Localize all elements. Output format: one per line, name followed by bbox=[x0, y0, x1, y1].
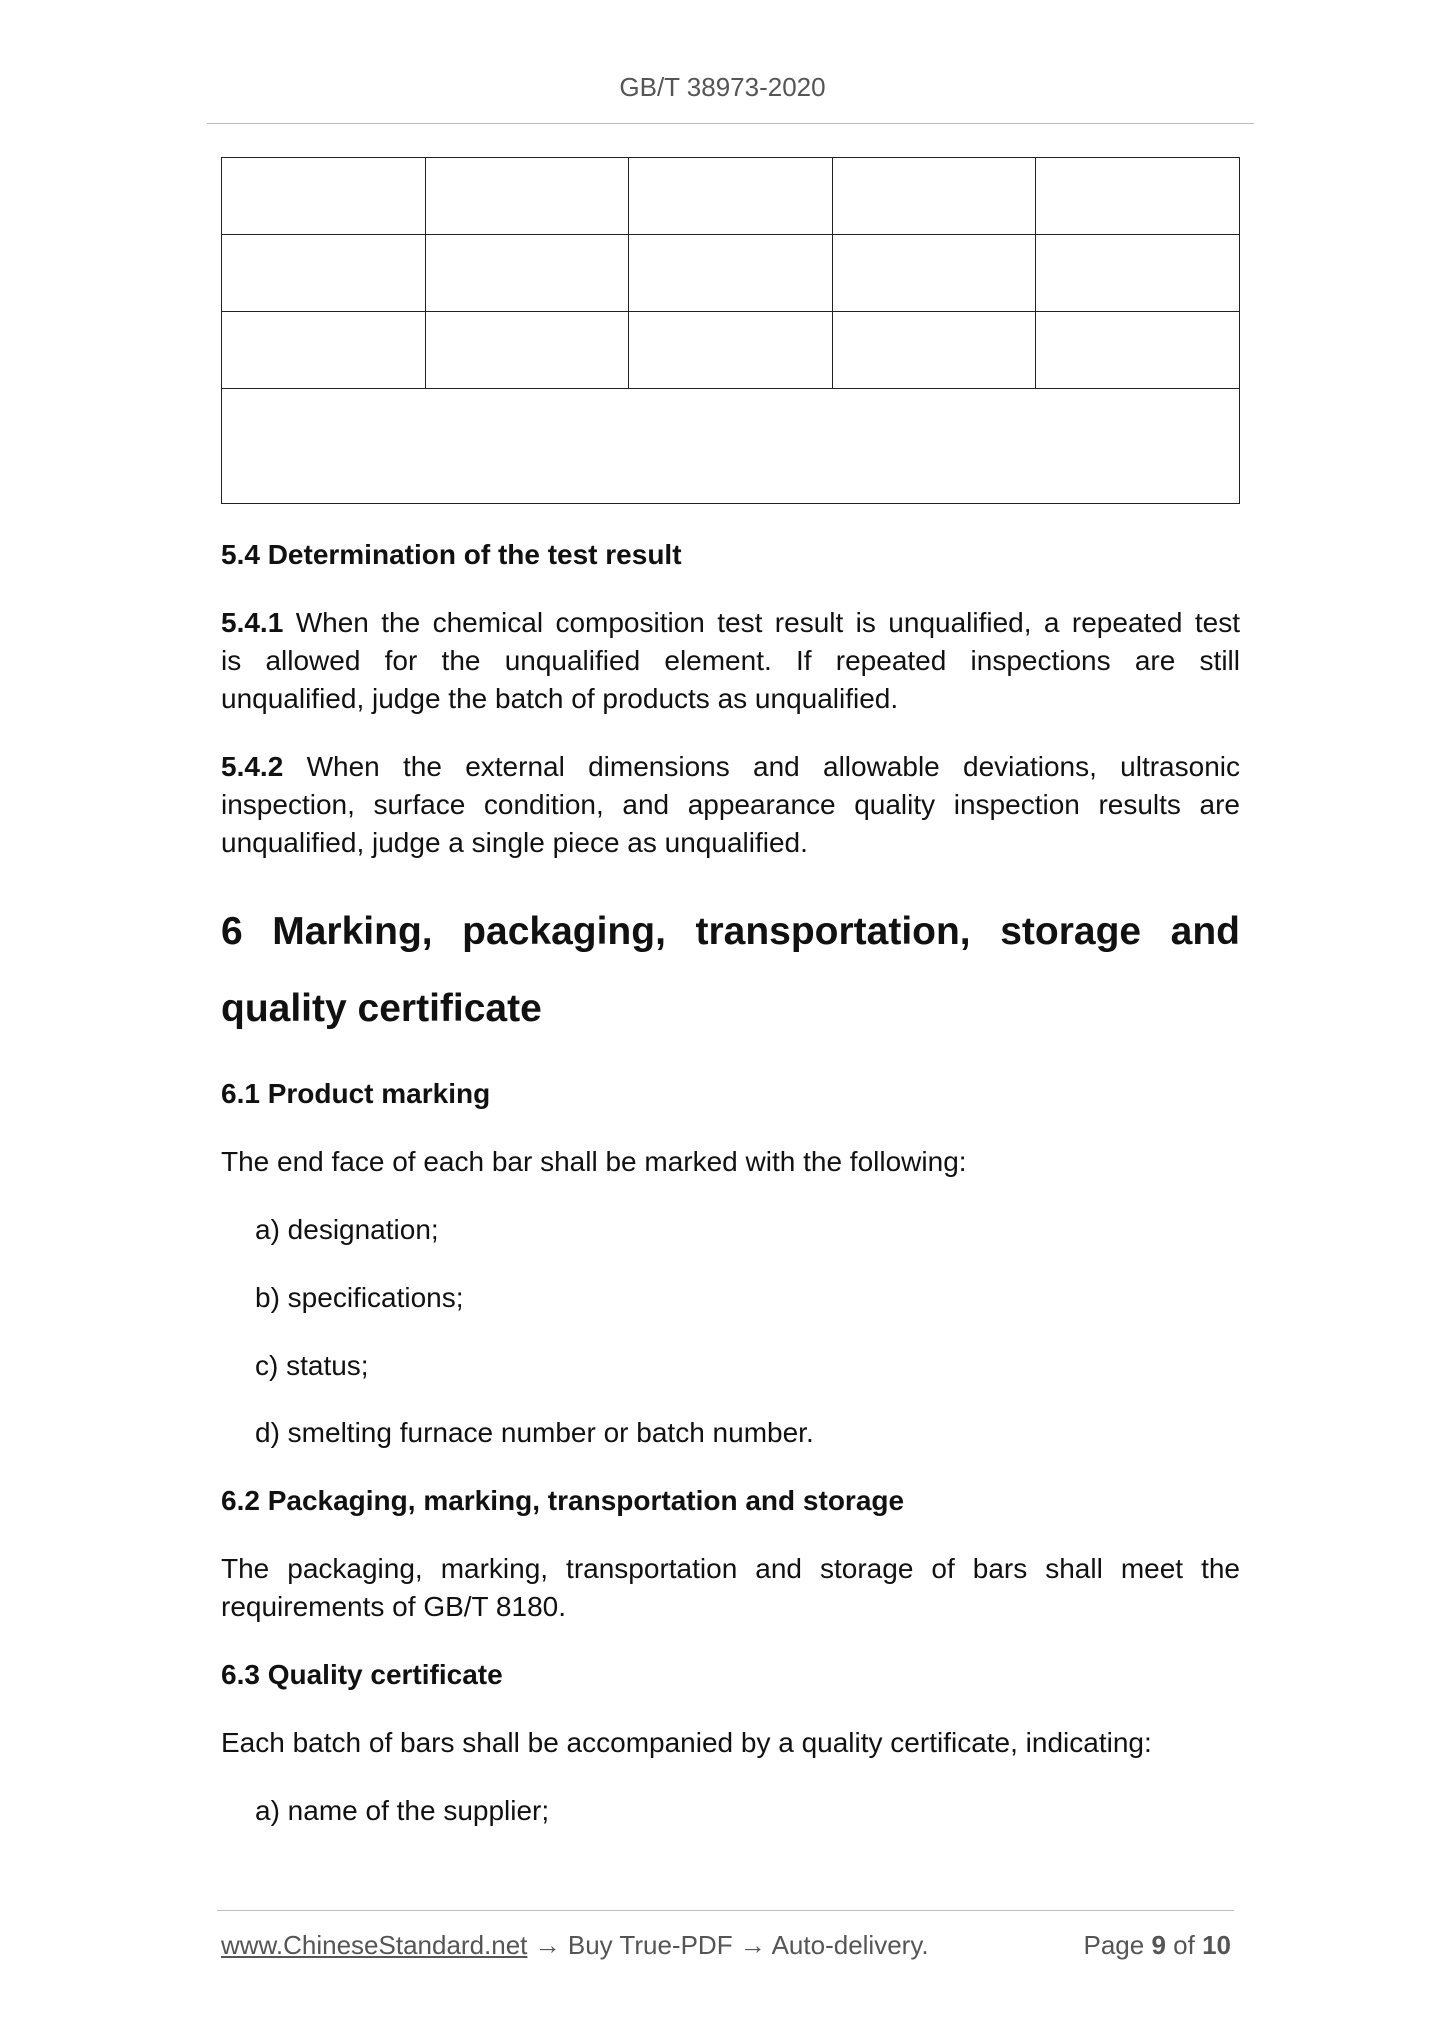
table-merged-cell bbox=[222, 389, 1240, 504]
section-6-heading bbox=[221, 893, 1240, 1047]
header-divider bbox=[207, 123, 1254, 124]
paragraph-line bbox=[221, 748, 1240, 786]
footer-tagline: → Buy True-PDF → Auto-delivery. bbox=[534, 1930, 929, 1960]
heading-line: 6 Marking, packaging, transportation, storage and bbox=[221, 910, 1240, 953]
heading-line: quality certificate bbox=[221, 987, 542, 1030]
section-6-3-intro: Each batch of bars shall be accompanied by a quality certificate, indicating: bbox=[221, 1727, 1152, 1758]
paragraph-line: requirements of GB/T 8180. bbox=[221, 1591, 566, 1622]
list-item: a) designation; bbox=[255, 1214, 439, 1245]
table-cell bbox=[425, 158, 629, 235]
section-6-3-heading: 6.3 Quality certificate bbox=[221, 1659, 503, 1690]
table-row bbox=[222, 389, 1240, 504]
section-6-1-intro: The end face of each bar shall be marked with the following: bbox=[221, 1146, 967, 1177]
page-indicator bbox=[1083, 1930, 1231, 1961]
table-cell bbox=[222, 312, 426, 389]
table-cell bbox=[425, 312, 629, 389]
paragraph-line: unqualified, judge a single piece as unqualified. bbox=[221, 827, 808, 858]
footer bbox=[221, 1930, 1231, 1961]
table-row bbox=[222, 158, 1240, 235]
paragraph-5-4-2 bbox=[221, 748, 1240, 862]
page-label: Page bbox=[1083, 1930, 1145, 1960]
website-link[interactable]: www.ChineseStandard.net bbox=[221, 1930, 528, 1960]
table-cell bbox=[629, 158, 833, 235]
table-cell bbox=[1036, 158, 1240, 235]
table-cell bbox=[1036, 235, 1240, 312]
paragraph-line: unqualified, judge the batch of products as unqualified. bbox=[221, 683, 899, 714]
paragraph-line: inspection, surface condition, and appearance quality inspection results are bbox=[221, 789, 1240, 820]
paragraph-5-4-1 bbox=[221, 604, 1240, 718]
list-item: d) smelting furnace number or batch number. bbox=[255, 1417, 814, 1448]
footer-divider bbox=[217, 1910, 1234, 1911]
paragraph-line bbox=[221, 604, 1240, 642]
table-cell bbox=[629, 312, 833, 389]
table-row bbox=[222, 235, 1240, 312]
clause-number: 5.4.1 bbox=[221, 607, 284, 638]
of-label: of bbox=[1173, 1930, 1195, 1960]
header-title: GB/T 38973-2020 bbox=[619, 72, 826, 102]
section-6-2-paragraph bbox=[221, 1550, 1240, 1626]
section-6-1-heading: 6.1 Product marking bbox=[221, 1078, 491, 1109]
table-cell bbox=[832, 158, 1036, 235]
list-item: c) status; bbox=[255, 1350, 369, 1381]
table-cell bbox=[832, 312, 1036, 389]
paragraph-text: When the chemical composition test result is unqualified, a repeated test bbox=[295, 607, 1240, 638]
table-cell bbox=[425, 235, 629, 312]
table-cell bbox=[629, 235, 833, 312]
paragraph-line: The packaging, marking, transportation and storage of bars shall meet the bbox=[221, 1553, 1240, 1584]
list-item: b) specifications; bbox=[255, 1282, 464, 1313]
paragraph-line: is allowed for the unqualified element. If repeated inspections are still bbox=[221, 645, 1240, 676]
table-cell bbox=[1036, 312, 1240, 389]
table-row bbox=[222, 312, 1240, 389]
current-page: 9 bbox=[1151, 1930, 1166, 1960]
section-6-2-heading: 6.2 Packaging, marking, transportation and storage bbox=[221, 1485, 905, 1516]
table-cell bbox=[832, 235, 1036, 312]
blank-table bbox=[221, 157, 1240, 504]
clause-number: 5.4.2 bbox=[221, 751, 284, 782]
total-pages: 10 bbox=[1202, 1930, 1231, 1960]
table-cell bbox=[222, 158, 426, 235]
list-item: a) name of the supplier; bbox=[255, 1795, 550, 1826]
table-cell bbox=[222, 235, 426, 312]
section-5-4-heading: 5.4 Determination of the test result bbox=[221, 539, 682, 570]
paragraph-text: When the external dimensions and allowable deviations, ultrasonic bbox=[306, 751, 1240, 782]
